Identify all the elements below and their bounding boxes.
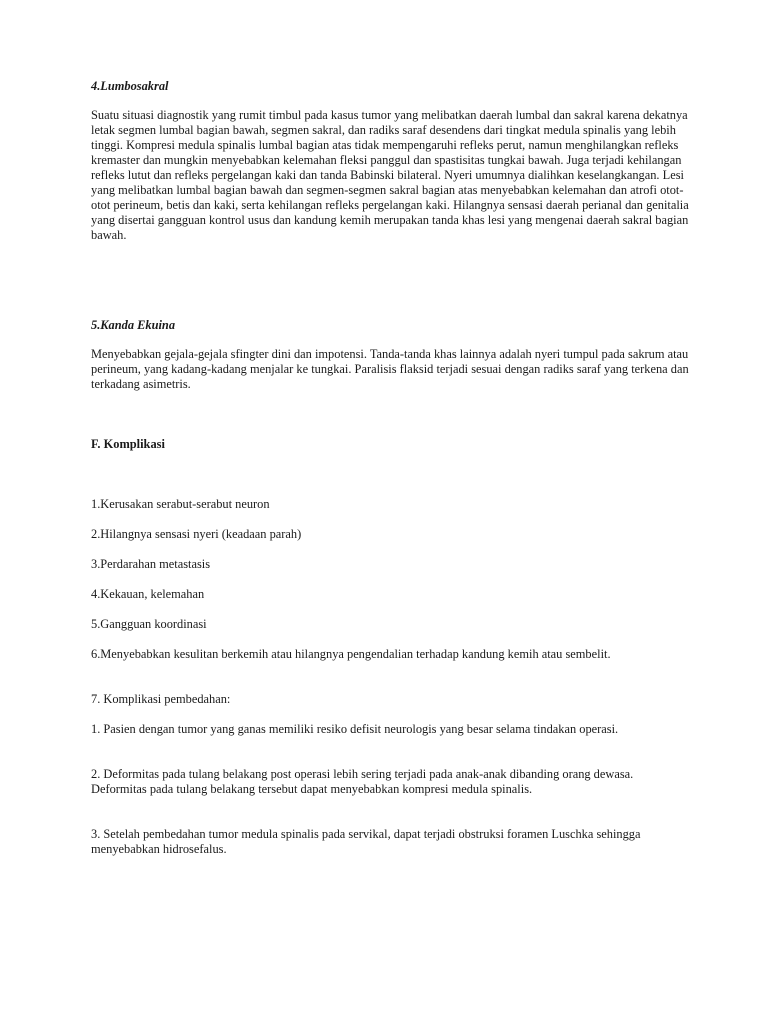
list-item-komplikasi-1: 1.Kerusakan serabut-serabut neuron [91, 497, 270, 511]
list-item-komplikasi-2: 2.Hilangnya sensasi nyeri (keadaan parah) [91, 527, 302, 541]
sublist-item-pembedahan-1: 1. Pasien dengan tumor yang ganas memiliki resiko defisit neurologis yang besar selama tindakan operasi. [91, 722, 619, 736]
list-item-komplikasi-4: 4.Kekauan, kelemahan [91, 587, 205, 601]
section-heading-komplikasi: F. Komplikasi [91, 437, 165, 451]
sublist-item-pembedahan-2: 2. Deformitas pada tulang belakang post operasi lebih sering terjadi pada anak-anak dibanding orang dewasa. Deformitas pada tulang belakang tersebut dapat menyebabkan kompresi medula spinalis. [91, 767, 634, 796]
list-item-komplikasi-6: 6.Menyebabkan kesulitan berkemih atau hilangnya pengendalian terhadap kandung kemih atau sembelit. [91, 647, 611, 661]
section-heading-lumbosakral: 4.Lumbosakral [91, 79, 169, 93]
sublist-item-pembedahan-3: 3. Setelah pembedahan tumor medula spinalis pada servikal, dapat terjadi obstruksi foramen Luschka sehingga menyebabkan hidrosefalus. [91, 827, 641, 856]
list-item-komplikasi-5: 5.Gangguan koordinasi [91, 617, 207, 631]
section-heading-kanda-ekuina: 5.Kanda Ekuina [91, 318, 176, 332]
list-item-komplikasi-3: 3.Perdarahan metastasis [91, 557, 211, 571]
list-item-komplikasi-7: 7. Komplikasi pembedahan: [91, 692, 231, 706]
paragraph-kanda-ekuina: Menyebabkan gejala-gejala sfingter dini dan impotensi. Tanda-tanda khas lainnya adalah nyeri tumpul pada sakrum atau perineum, yang kadang-kadang menjalar ke tungkai. Paralisis flaksid terjadi sesuai dengan radiks saraf yang terkena dan terkadang asimetris. [91, 347, 689, 391]
paragraph-lumbosakral: Suatu situasi diagnostik yang rumit timbul pada kasus tumor yang melibatkan daerah lumbal dan sakral karena dekatnya letak segmen lumbal bagian bawah, segmen sakral, dan radiks saraf desendens dari tingkat medula spinalis yang lebih tinggi. Kompresi medula spinalis lumbal bagian atas tidak mempengaruhi refleks perut, namun menghilangkan refleks kremaster dan mungkin menyebabkan kelemahan fleksi panggul dan spastisitas tungkai bawah. Juga terjadi kehilangan refleks lutut dan refleks pergelangan kaki dan tanda Babinski bilateral. Nyeri umumnya dialihkan keselangkangan. Lesi yang melibatkan lumbal bagian bawah dan segmen-segmen sakral bagian atas menyebabkan kelemahan dan atrofi otot-otot perineum, betis dan kaki, serta kehilangan refleks pergelangan kaki. Hilangnya sensasi daerah perianal dan genitalia yang disertai gangguan kontrol usus dan kandung kemih merupakan tanda khas lesi yang mengenai daerah sakral bagian bawah. [91, 108, 689, 242]
